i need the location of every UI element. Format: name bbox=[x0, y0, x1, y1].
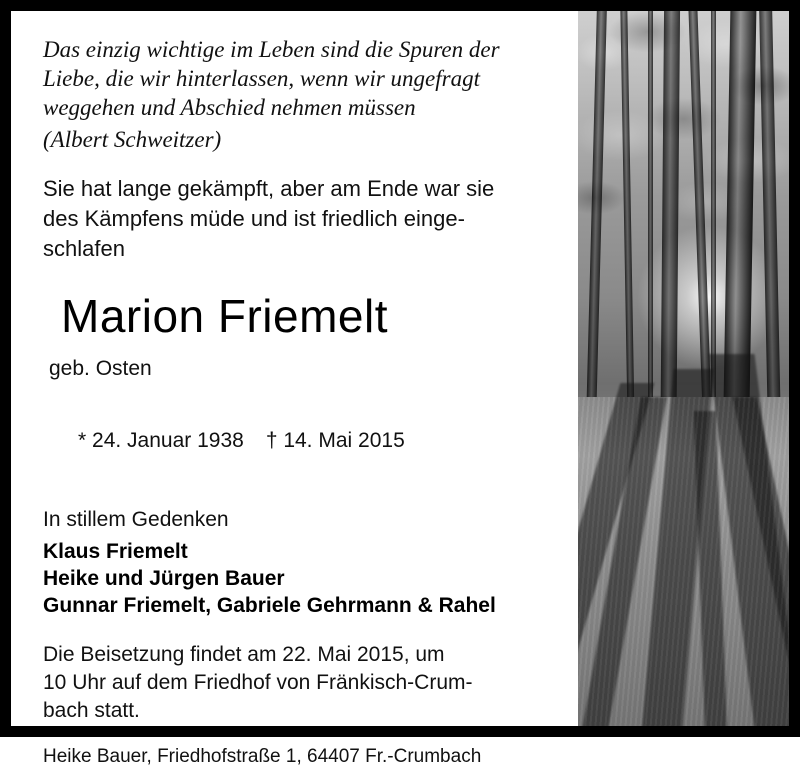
tree-trunk bbox=[648, 11, 653, 411]
maiden-name: geb. Osten bbox=[49, 357, 152, 380]
foliage-canopy bbox=[578, 11, 789, 426]
mourners-list bbox=[43, 538, 558, 619]
memorial-quote bbox=[43, 35, 558, 154]
contact-address: Heike Bauer, Friedhofstraße 1, 64407 Fr.-Crumbach bbox=[43, 746, 482, 767]
mourner-item: Heike und Jürgen Bauer bbox=[43, 567, 285, 590]
birth-date: * 24. Januar 1938 bbox=[78, 429, 244, 452]
funeral-details bbox=[43, 641, 543, 725]
funeral-line-1: Die Beisetzung findet am 22. Mai 2015, um bbox=[43, 643, 445, 666]
forest-photo bbox=[578, 11, 789, 726]
intro-line-1: Sie hat lange gekämpft, aber am Ende war sie bbox=[43, 176, 495, 201]
deceased-name: Marion Friemelt bbox=[61, 290, 389, 342]
quote-attribution: (Albert Schweitzer) bbox=[43, 127, 222, 152]
intro-line-3: schlafen bbox=[43, 236, 125, 261]
mourner-item: Gunnar Friemelt, Gabriele Gehrmann & Rahel bbox=[43, 594, 496, 617]
quote-text: Das einzig wichtige im Leben sind die Spuren der Liebe, die wir hinterlassen, wenn wir ungefragt weggehen und Abschied nehmen müssen bbox=[43, 37, 500, 120]
funeral-line-2: 10 Uhr auf dem Friedhof von Fränkisch-Crum- bbox=[43, 671, 473, 694]
obituary-text-column bbox=[11, 11, 578, 767]
intro-paragraph bbox=[43, 174, 558, 264]
death-date: † 14. Mai 2015 bbox=[265, 429, 405, 452]
memory-label: In stillem Gedenken bbox=[43, 508, 229, 531]
life-dates bbox=[43, 402, 558, 480]
funeral-line-3: bach statt. bbox=[43, 699, 140, 722]
intro-line-2: des Kämpfens müde und ist friedlich einge- bbox=[43, 206, 465, 231]
grass-texture bbox=[578, 397, 789, 726]
mourner-item: Klaus Friemelt bbox=[43, 540, 188, 563]
